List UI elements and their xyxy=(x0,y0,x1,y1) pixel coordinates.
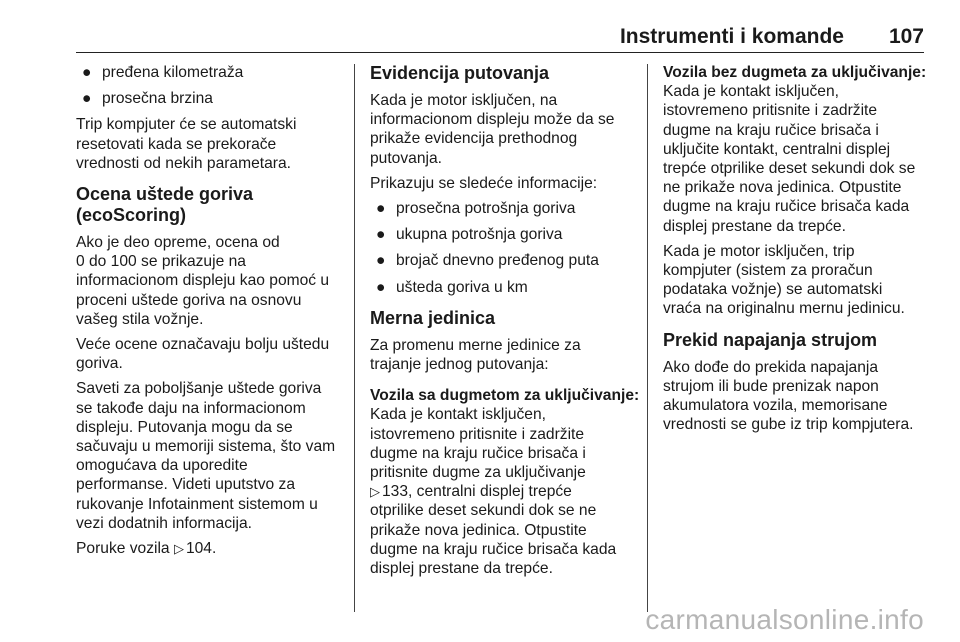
paragraph: Poruke vozila ▷ 104. xyxy=(76,540,217,558)
page-reference-icon: ▷ xyxy=(173,541,184,557)
paragraph: Kada je motor isključen, trip kompjuter (sistem za proračun podataka vožnje) se automatski vraća na originalnu mernu jedinicu. xyxy=(663,242,905,318)
column-divider xyxy=(647,64,648,612)
list-item: ● ušteda goriva u km xyxy=(370,278,640,297)
paragraph: Ako je deo opreme, ocena od 0 do 100 se prikazuje na informacionom displeju kao pomoć u proceni uštede goriva na osnovu vašeg stila vožnje. xyxy=(76,234,330,328)
page-reference[interactable]: 133, centralni displej trepće xyxy=(382,483,572,501)
paragraph: Kada je motor isključen, na informacionom displeju može da se prikaže evidencija prethodnog putovanja. xyxy=(370,92,615,167)
paragraph: Prikazuju se sledeće informacije: xyxy=(370,174,598,192)
section-heading: Prekid napajanja strujom xyxy=(663,329,878,350)
watermark: carmanualsonline.info xyxy=(645,604,924,635)
bullet-icon: ● xyxy=(82,90,92,108)
paragraph: Ako dođe do prekida napajanja strujom ili bude prenizak napon akumulatora vozila, memorisane vrednosti se gube iz trip kompjutera. xyxy=(663,358,914,434)
paragraph: Saveti za poboljšanje uštede goriva se takođe daju na informacionom displeju. Putovanja mogu da se sačuvaju u memoriji sistema, što vam omogućava da uporedite performanse. Videti uputstvo za rukovanje Infotainment sistemom u vezi dodatnih informacija. xyxy=(76,380,336,532)
page-reference-icon: ▷ xyxy=(370,484,380,500)
section-heading: Merna jedinica xyxy=(370,307,496,328)
paragraph: Veće ocene označavaju bolju uštedu goriva. xyxy=(76,336,330,373)
column-divider xyxy=(354,64,355,612)
paragraph: Trip kompjuter će se automatski resetovati kada se prekorače vrednosti od nekih parametara. xyxy=(76,116,297,172)
paragraph: Za promenu merne jedinice za trajanje jednog putovanja: xyxy=(370,336,581,374)
list-item: ● pređena kilometraža xyxy=(76,63,346,82)
column-1 xyxy=(76,63,346,564)
bullet-icon: ● xyxy=(82,64,92,81)
section-heading: Evidencija putovanja xyxy=(370,63,550,83)
column-2 xyxy=(370,63,640,584)
paragraph: Vozila sa dugmetom za uključivanje: Kada je kontakt isključen, istovremeno pritisnite i zadržite dugme na kraju ručice brisača i pritisnite dugme za uključivanje ▷ 133, centralni displej trepće otprilike deset sekundi dok se ne prikaže nova jedinica. Otpustite dugme na kraju ručice brisača kada displej prestane da trepće. xyxy=(370,387,640,578)
list-item: ● brojač dnevno pređenog puta xyxy=(370,251,640,270)
list-item: ● prosečna potrošnja goriva xyxy=(370,199,640,218)
page-number: 107 xyxy=(888,25,924,48)
section-heading: Ocena uštede goriva (ecoScoring) xyxy=(76,184,254,226)
page-reference[interactable]: 104. xyxy=(185,540,217,558)
bullet-icon: ● xyxy=(376,278,386,296)
bullet-icon: ● xyxy=(376,200,386,218)
page-header xyxy=(76,22,924,53)
bold-label: Vozila sa dugmetom za uključivanje: xyxy=(370,387,640,405)
list-item: ● prosečna brzina xyxy=(76,89,346,108)
column-3 xyxy=(663,63,933,440)
bold-label: Vozila bez dugmeta za uključivanje: xyxy=(663,64,927,81)
page-title: Instrumenti i komande xyxy=(619,25,844,48)
paragraph: Vozila bez dugmeta za uključivanje: Kada je kontakt isključen, istovremeno pritisnite i zadržite dugme na kraju ručice brisača i uključite kontakt, centralni displej trepće otprilike deset sekundi dok se ne prikaže nova jedinica. Otpustite dugme na kraju ručice brisača kada displej prestane da trepće. xyxy=(663,64,927,235)
list-item: ● ukupna potrošnja goriva xyxy=(370,225,640,244)
bullet-icon: ● xyxy=(376,226,386,244)
bullet-icon: ● xyxy=(376,252,386,270)
